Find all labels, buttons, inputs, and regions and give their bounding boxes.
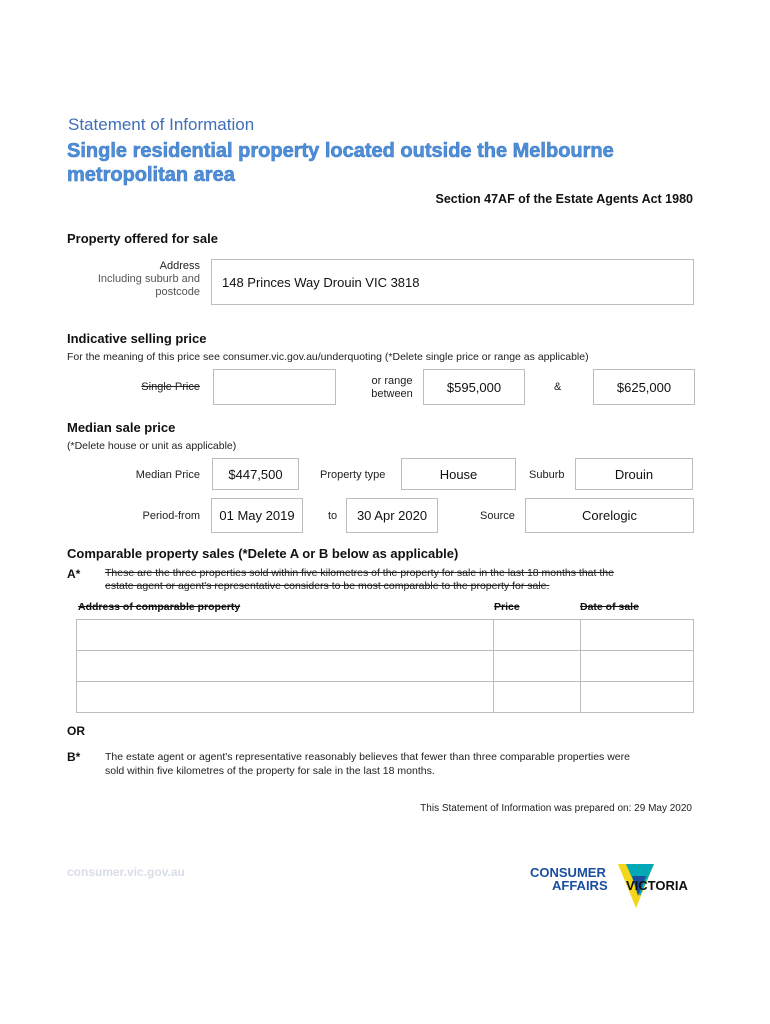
address-label-line1: Address	[159, 260, 200, 272]
document-subtitle: Statement of Information	[68, 115, 255, 134]
comparable-address-cell[interactable]	[77, 620, 494, 651]
property-type-value: House	[439, 466, 478, 482]
range-high-value: $625,000	[616, 379, 672, 395]
period-to-field[interactable]	[346, 498, 438, 533]
prepared-date: This Statement of Information was prepared on: 29 May 2020	[420, 803, 692, 814]
range-label-line2: between	[371, 388, 413, 400]
period-to-label: to	[328, 510, 338, 522]
logo-text-victoria: VICTORIA	[626, 878, 688, 893]
col-header-date: Date of sale	[580, 601, 639, 613]
comparable-address-cell[interactable]	[77, 682, 494, 713]
property-type-label: Property type	[320, 469, 386, 481]
col-header-price: Price	[494, 601, 520, 613]
source-field[interactable]	[525, 498, 694, 533]
comparable-price-cell[interactable]	[494, 620, 581, 651]
suburb-field[interactable]	[575, 458, 693, 490]
document-title-line2: metropolitan area	[67, 164, 235, 186]
median-price-value: $447,500	[228, 466, 283, 482]
comparable-price-cell[interactable]	[494, 651, 581, 682]
suburb-label: Suburb	[529, 469, 565, 481]
or-separator: OR	[67, 724, 85, 738]
address-value: 148 Princes Way Drouin VIC 3818	[222, 274, 420, 290]
property-section-title: Property offered for sale	[67, 231, 218, 246]
option-b-text-line1: The estate agent or agent's representative reasonably believes that fewer than three comparable properties were	[105, 751, 630, 763]
comparable-date-cell[interactable]	[581, 620, 694, 651]
range-low-value: $595,000	[446, 379, 502, 395]
range-high-field[interactable]	[593, 369, 695, 405]
period-from-value: 01 May 2019	[219, 508, 295, 523]
single-price-field[interactable]	[213, 369, 336, 405]
option-a-text-line2: estate agent or agent's representative considers to be most comparable to the property for sale.	[105, 580, 550, 592]
comparable-table	[76, 619, 694, 713]
property-type-field[interactable]	[401, 458, 516, 490]
table-row	[77, 651, 694, 682]
comparable-date-cell[interactable]	[581, 682, 694, 713]
address-label-line3: postcode	[155, 286, 200, 298]
option-b-text-line2: sold within five kilometres of the property for sale in the last 18 months.	[105, 765, 435, 777]
address-field[interactable]	[211, 259, 694, 305]
range-label	[362, 375, 422, 401]
source-label: Source	[480, 510, 515, 522]
suburb-value: Drouin	[614, 466, 654, 482]
indicative-note: For the meaning of this price see consumer.vic.gov.au/underquoting (*Delete single price or range as applicable)	[67, 351, 589, 363]
address-label-line2: Including suburb and	[97, 273, 200, 285]
option-b-marker: B*	[67, 750, 81, 764]
table-row	[77, 620, 694, 651]
table-row	[77, 682, 694, 713]
document-title-line1: Single residential property located outside the Melbourne	[67, 140, 614, 162]
col-header-address: Address of comparable property	[78, 601, 241, 613]
range-ampersand: &	[554, 381, 562, 393]
consumer-affairs-victoria-logo	[530, 862, 700, 912]
period-from-label: Period-from	[142, 510, 200, 522]
comparable-price-cell[interactable]	[494, 682, 581, 713]
comparable-address-cell[interactable]	[77, 651, 494, 682]
median-section-title: Median sale price	[67, 420, 176, 435]
comparable-date-cell[interactable]	[581, 651, 694, 682]
logo-text-consumer: CONSUMER	[530, 865, 606, 880]
act-reference: Section 47AF of the Estate Agents Act 1980	[435, 192, 693, 206]
indicative-section-title: Indicative selling price	[67, 331, 207, 346]
range-label-line1: or range	[371, 375, 413, 387]
range-low-field[interactable]	[423, 369, 525, 405]
footer-website-link[interactable]: consumer.vic.gov.au	[67, 865, 185, 879]
period-from-field[interactable]	[211, 498, 303, 533]
option-a-text	[105, 567, 614, 593]
median-price-field[interactable]	[212, 458, 299, 490]
median-note: (*Delete house or unit as applicable)	[67, 440, 237, 452]
median-price-label: Median Price	[135, 469, 200, 481]
comparable-section-title: Comparable property sales (*Delete A or B below as applicable)	[67, 546, 459, 561]
single-price-label: Single Price	[141, 381, 200, 393]
address-label	[98, 260, 200, 299]
option-a-marker: A*	[67, 567, 81, 581]
period-to-value: 30 Apr 2020	[356, 508, 428, 523]
option-b-text	[105, 750, 630, 778]
source-value: Corelogic	[582, 508, 637, 523]
logo-text-affairs: AFFAIRS	[552, 878, 608, 893]
option-a-text-line1: These are the three properties sold within five kilometres of the property for sale in the last 18 months that the	[105, 567, 614, 579]
